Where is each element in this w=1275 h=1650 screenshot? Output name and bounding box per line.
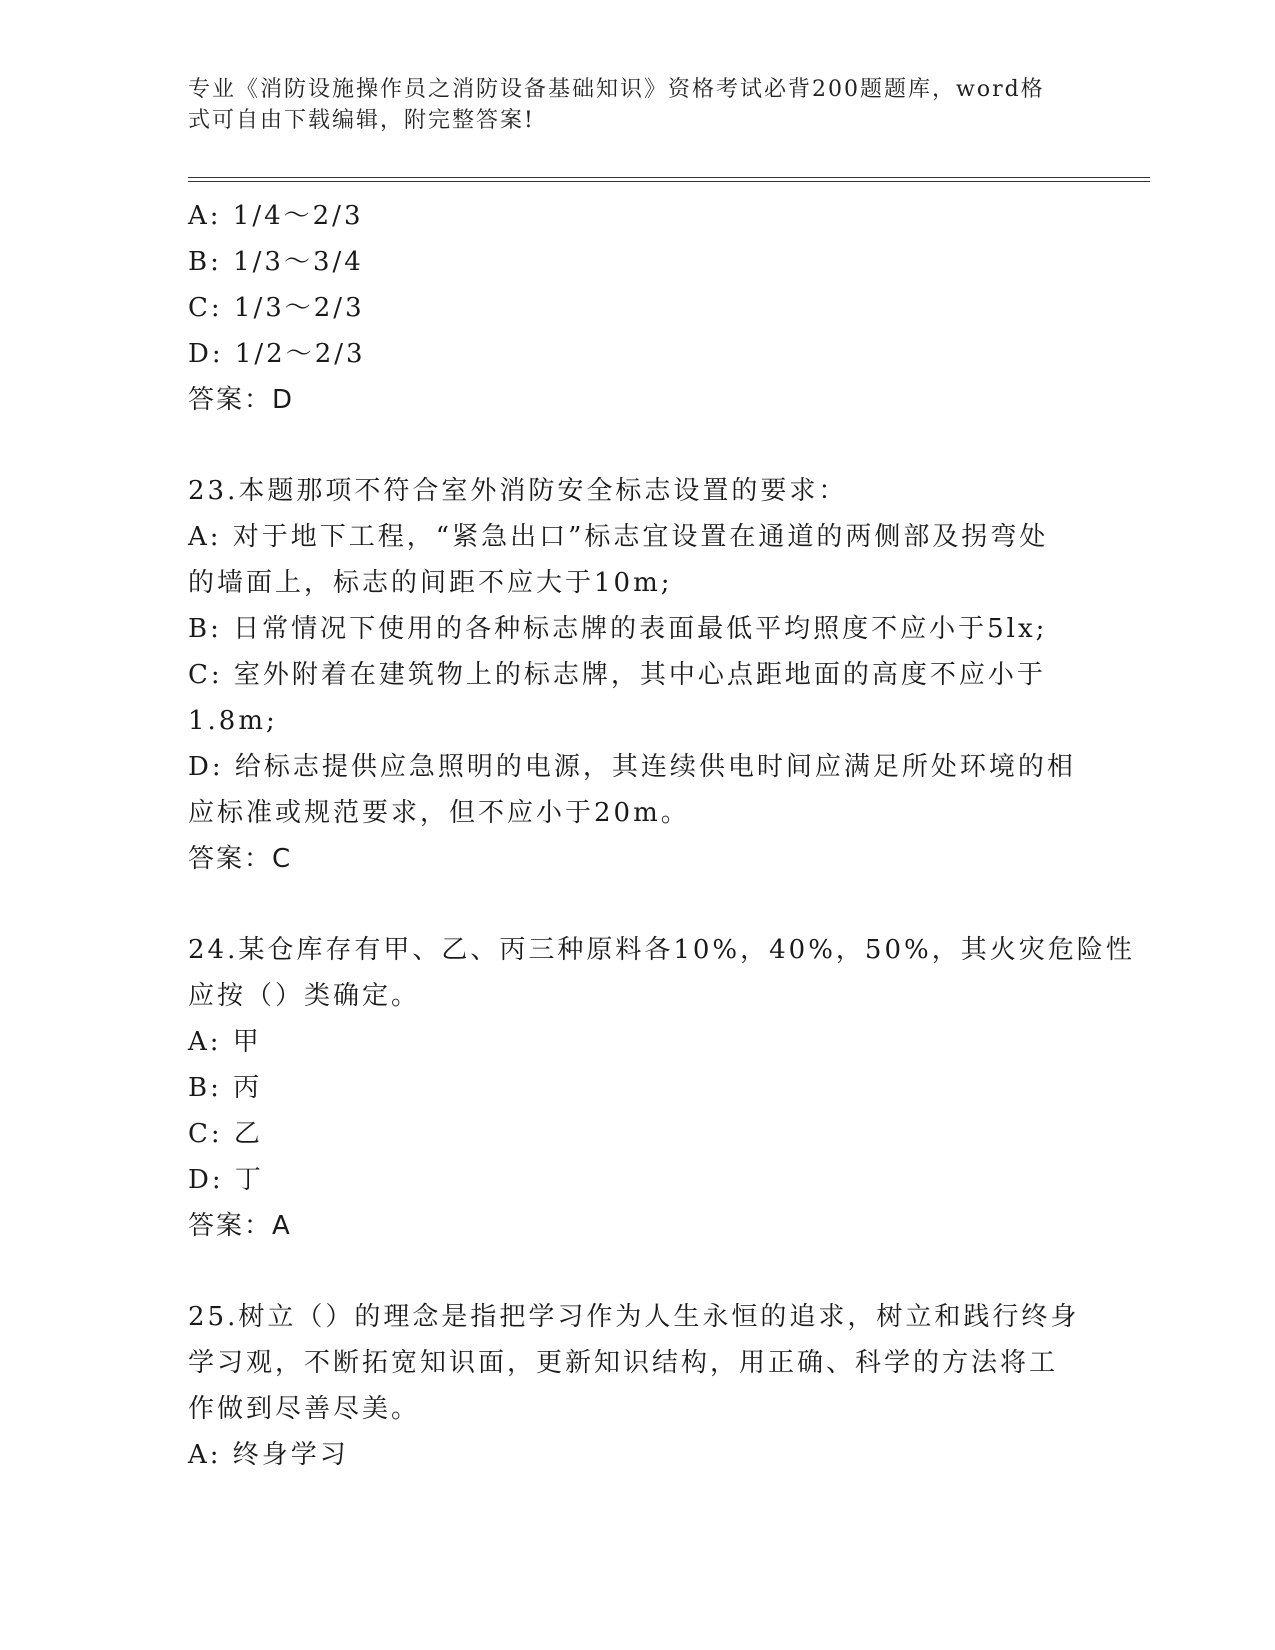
question-content [188, 193, 1135, 1478]
header-line-2: 式可自由下载编辑，附完整答案! [188, 108, 535, 133]
option-a: A: 甲 [188, 1027, 262, 1057]
option-d: D: 1/2～2/3 [188, 339, 366, 369]
question-stem: 23.本题那项不符合室外消防安全标志设置的要求： [188, 476, 848, 506]
question-stem-line-1: 24.某仓库存有甲、乙、丙三种原料各10%，40%，50%，其火灾危险性 [188, 935, 1135, 965]
question-stem-line-2: 学习观，不断拓宽知识面，更新知识结构，用正确、科学的方法将工 [188, 1348, 1059, 1378]
header-rule-bottom [188, 181, 1150, 182]
option-d-line-2: 应标准或规范要求，但不应小于20m。 [188, 798, 690, 828]
question-stem-line-3: 作做到尽善尽美。 [188, 1394, 421, 1424]
option-c: C: 乙 [188, 1119, 263, 1149]
question-25 [188, 1294, 1088, 1478]
document-header [188, 74, 1068, 136]
option-c-line-2: 1.8m; [188, 706, 278, 736]
option-d: D: 丁 [188, 1165, 264, 1195]
question-stem-line-1: 25.树立（）的理念是指把学习作为人生永恒的追求，树立和践行终身 [188, 1302, 1080, 1332]
question-23 [188, 468, 1088, 882]
option-c: C: 1/3～2/3 [188, 293, 365, 323]
option-a-line-2: 的墙面上，标志的间距不应大于10m; [188, 568, 673, 598]
question-stem-line-2: 应按（）类确定。 [188, 981, 421, 1011]
header-rule-top [188, 177, 1150, 178]
option-c-line-1: C: 室外附着在建筑物上的标志牌，其中心点距地面的高度不应小于 [188, 660, 1046, 690]
answer: 答案：D [188, 385, 295, 415]
option-a: A: 终身学习 [188, 1440, 349, 1470]
option-b: B: 日常情况下使用的各种标志牌的表面最低平均照度不应小于5lx; [188, 614, 1048, 644]
header-line-1: 专业《消防设施操作员之消防设备基础知识》资格考试必背200题题库，word格 [188, 77, 1045, 102]
option-a-line-1: A: 对于地下工程，“紧急出口”标志宜设置在通道的两侧部及拐弯处 [188, 522, 1049, 552]
question-22 [188, 193, 1088, 423]
option-b: B: 1/3～3/4 [188, 247, 364, 277]
option-d-line-1: D: 给标志提供应急照明的电源，其连续供电时间应满足所处环境的相 [188, 752, 1076, 782]
question-24 [188, 927, 1135, 1249]
option-b: B: 丙 [188, 1073, 263, 1103]
answer: 答案：C [188, 844, 293, 874]
answer: 答案：A [188, 1211, 292, 1241]
option-a: A: 1/4～2/3 [188, 201, 364, 231]
